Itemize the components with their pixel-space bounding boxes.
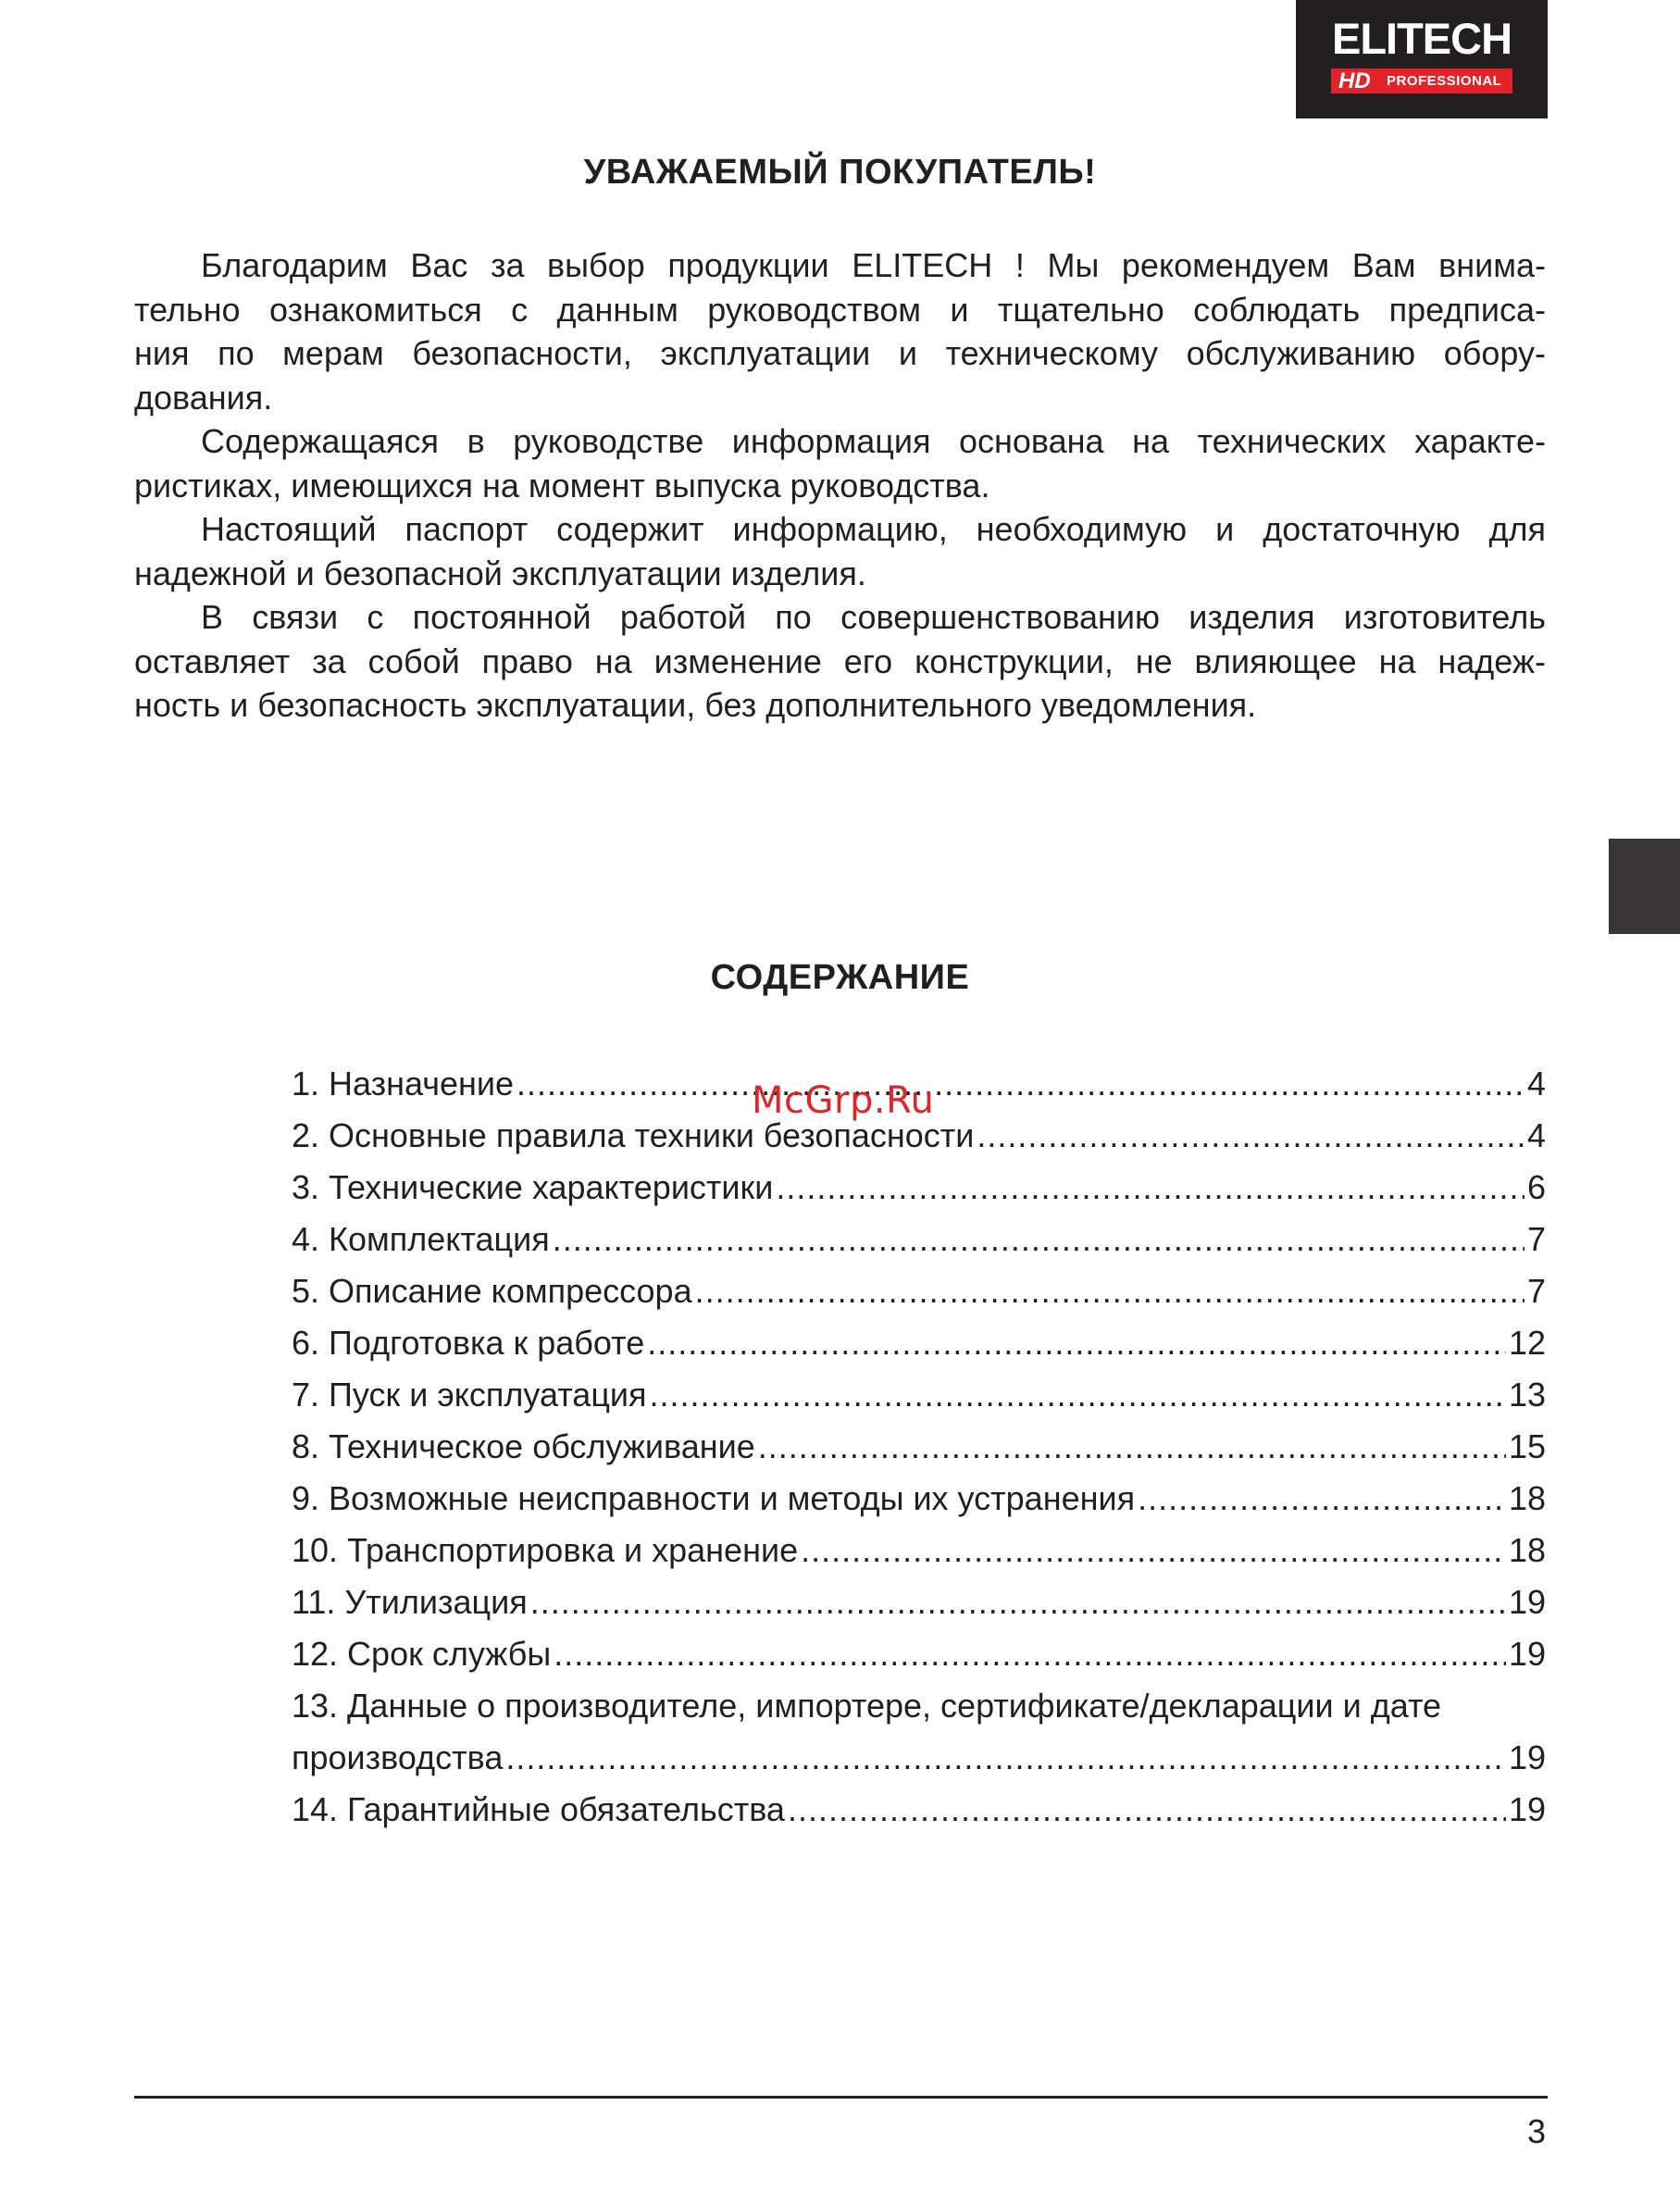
toc-heading: СОДЕРЖАНИЕ xyxy=(710,958,970,997)
toc-item-title: 3. Технические характеристики xyxy=(292,1168,774,1206)
intro-line: тельно ознакомиться с данным руководством и тщательно соблюдать предписа- xyxy=(134,290,1546,329)
intro-line: надежной и безопасной эксплуатации изделия. xyxy=(134,554,866,592)
toc-item[interactable] xyxy=(292,1317,1546,1369)
intro-line: ристиках, имеющихся на момент выпуска руководства. xyxy=(134,466,990,505)
toc-item-title-line1: 13. Данные о производителе, импортере, сертификате/декларации и дате xyxy=(292,1687,1442,1725)
toc-item-title: 10. Транспортировка и хранение xyxy=(292,1531,799,1569)
toc-item-title: 7. Пуск и эксплуатация xyxy=(292,1376,647,1414)
toc-leader xyxy=(758,1421,1506,1473)
toc-leader xyxy=(977,1110,1524,1162)
toc-leader xyxy=(801,1525,1506,1576)
toc-item-page: 18 xyxy=(1508,1479,1546,1517)
toc-item-page: 7 xyxy=(1526,1272,1546,1310)
intro-line: В связи с постоянной работой по совершенствованию изделия изготовитель xyxy=(201,598,1546,636)
toc-item-page: 19 xyxy=(1508,1635,1546,1673)
elitech-logo xyxy=(1296,0,1548,118)
toc-item-title: 14. Гарантийные обязательства xyxy=(292,1790,785,1828)
toc-item-page: 19 xyxy=(1508,1790,1546,1828)
toc-item-page: 13 xyxy=(1508,1376,1546,1414)
toc-item[interactable] xyxy=(292,1473,1546,1525)
toc-leader xyxy=(516,1058,1524,1110)
toc-item[interactable] xyxy=(292,1628,1546,1680)
toc-item[interactable] xyxy=(292,1525,1546,1576)
logo-hd: HD xyxy=(1338,69,1371,93)
toc-item-title: 11. Утилизация xyxy=(292,1583,528,1621)
toc-item-title: 2. Основные правила техники безопасности xyxy=(292,1116,975,1154)
toc-leader xyxy=(1138,1473,1506,1525)
intro-text xyxy=(134,243,1546,728)
toc-item[interactable] xyxy=(292,1265,1546,1317)
toc-item[interactable] xyxy=(292,1421,1546,1473)
toc-item[interactable] xyxy=(292,1214,1546,1265)
toc-leader xyxy=(788,1784,1506,1836)
toc-leader xyxy=(554,1628,1506,1680)
toc-leader xyxy=(530,1576,1506,1628)
logo-professional: PROFESSIONAL xyxy=(1387,73,1502,89)
toc-leader xyxy=(650,1369,1506,1421)
toc-leader xyxy=(695,1265,1524,1317)
intro-line: ния по мерам безопасности, эксплуатации и техническому обслуживанию обору- xyxy=(134,334,1546,372)
toc-item-title: 4. Комплектация xyxy=(292,1220,550,1258)
toc-leader xyxy=(647,1317,1506,1369)
toc-item-page: 4 xyxy=(1526,1065,1546,1102)
page-number: 3 xyxy=(1526,2112,1546,2150)
toc-item-title: 8. Техническое обслуживание xyxy=(292,1427,755,1465)
intro-heading: УВАЖАЕМЫЙ ПОКУПАТЕЛЬ! xyxy=(583,153,1097,192)
toc-item-page: 19 xyxy=(1508,1738,1546,1776)
toc-item-page: 18 xyxy=(1508,1531,1546,1569)
toc-item[interactable] xyxy=(292,1576,1546,1628)
toc-item-page: 7 xyxy=(1526,1220,1546,1258)
toc-item-page: 4 xyxy=(1526,1116,1546,1154)
toc-item-page: 6 xyxy=(1526,1168,1546,1206)
toc-item-page: 15 xyxy=(1508,1427,1546,1465)
intro-line: оставляет за собой право на изменение его конструкции, не влияющее на надеж- xyxy=(134,642,1546,680)
watermark: McGrp.Ru xyxy=(752,1079,935,1122)
toc-item-multiline[interactable] xyxy=(292,1680,1546,1784)
table-of-contents xyxy=(292,1058,1546,1836)
toc-item-title: 12. Срок службы xyxy=(292,1635,552,1673)
logo-red-bar xyxy=(1331,69,1512,93)
intro-line: Настоящий паспорт содержит информацию, необходимую и достаточную для xyxy=(201,510,1546,548)
toc-leader xyxy=(776,1162,1524,1214)
section-tab-marker xyxy=(1609,839,1680,934)
toc-leader xyxy=(553,1214,1524,1265)
intro-line: ность и безопасность эксплуатации, без дополнительного уведомления. xyxy=(134,686,1257,724)
toc-item[interactable] xyxy=(292,1784,1546,1836)
intro-line: Содержащаяся в руководстве информация основана на технических характе- xyxy=(201,422,1546,460)
toc-item-title: 5. Описание компрессора xyxy=(292,1272,692,1310)
toc-leader xyxy=(505,1732,1506,1784)
toc-item[interactable] xyxy=(292,1162,1546,1214)
toc-item-title: 9. Возможные неисправности и методы их устранения xyxy=(292,1479,1136,1517)
toc-item[interactable] xyxy=(292,1369,1546,1421)
toc-item-title: 6. Подготовка к работе xyxy=(292,1324,645,1362)
toc-item-page: 19 xyxy=(1508,1583,1546,1621)
footer-divider xyxy=(134,2096,1548,2099)
intro-line: Благодарим Вас за выбор продукции ELITECH ! Мы рекомендуем Вам внима- xyxy=(201,246,1546,284)
logo-wordmark: ELITECH xyxy=(1331,14,1512,63)
toc-item-title: 1. Назначение xyxy=(292,1065,515,1102)
toc-item-title: производства xyxy=(292,1738,504,1776)
intro-line: дования. xyxy=(134,378,273,417)
toc-item-page: 12 xyxy=(1508,1324,1546,1362)
